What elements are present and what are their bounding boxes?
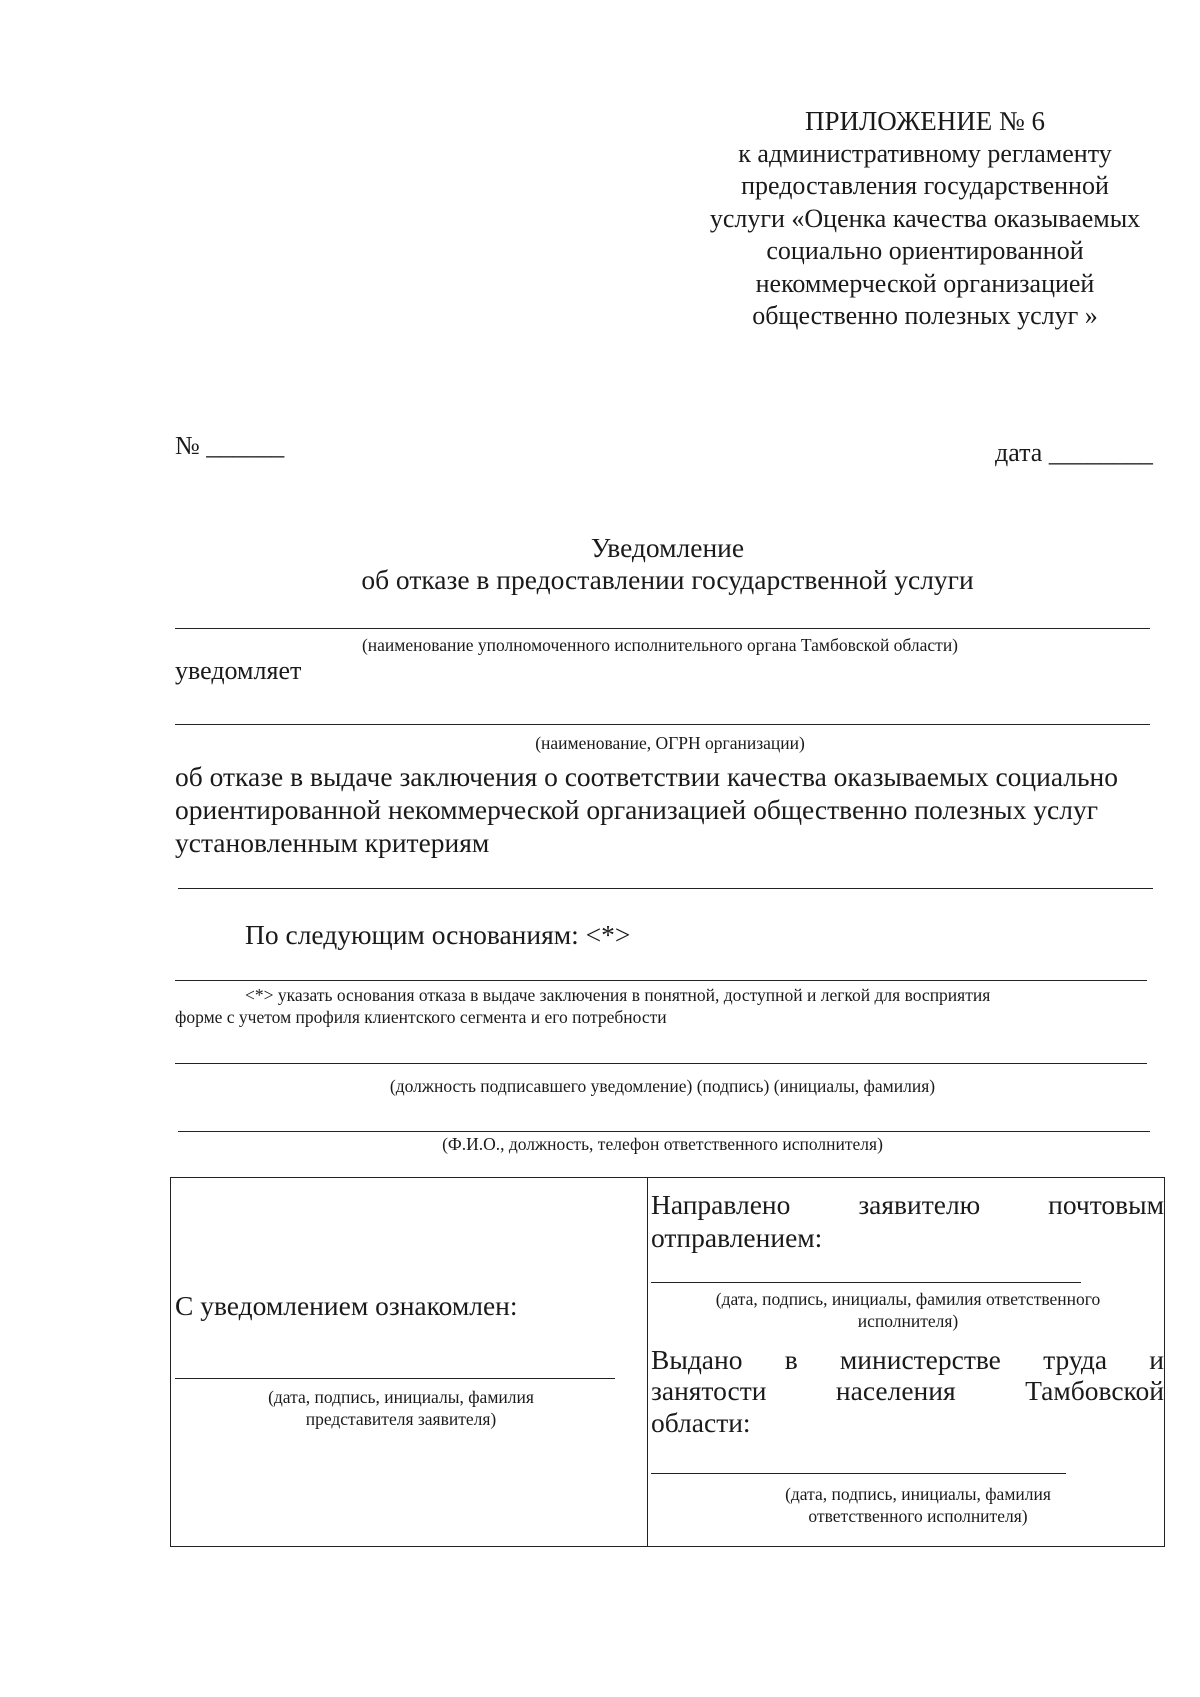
word: министерстве	[839, 1344, 1001, 1375]
caption-line: представителя заявителя)	[305, 1409, 497, 1429]
appendix-line: предоставления государственной	[741, 171, 1109, 200]
issued-blank-line	[651, 1473, 1066, 1474]
appendix-line: социально ориентированной	[766, 236, 1084, 265]
signer-caption: (должность подписавшего уведомление) (подпись) (инициалы, фамилия)	[389, 1076, 936, 1096]
footnote-line: форме с учетом профиля клиентского сегмента и его потребности	[175, 1007, 667, 1027]
sent-by-mail-cell	[648, 1178, 1165, 1364]
executor-caption: (Ф.И.О., должность, телефон ответственного исполнителя)	[442, 1134, 883, 1154]
acknowledged-blank-line	[175, 1378, 615, 1379]
acknowledged-caption	[211, 1386, 591, 1430]
word: занятости	[651, 1375, 767, 1406]
executor-blank-line	[178, 1131, 1150, 1132]
acknowledgement-table	[170, 1177, 1165, 1547]
notice-subtitle: об отказе в предоставлении государственной услуги	[361, 564, 974, 595]
caption-line: ответственного исполнителя)	[808, 1506, 1028, 1526]
word: населения	[835, 1375, 956, 1406]
sent-by-mail-line	[651, 1188, 1164, 1221]
footnote	[175, 984, 1155, 1028]
word: почтовым	[1048, 1189, 1164, 1220]
notice-title: Уведомление	[590, 532, 745, 563]
authority-blank-line	[175, 628, 1150, 629]
footnote-line: <*> указать основания отказа в выдаче заключения в понятной, доступной и легкой для восприятия	[245, 985, 991, 1005]
grounds-blank-line	[175, 980, 1147, 981]
issued-line3: области:	[651, 1407, 751, 1438]
document-number-field: № ______	[175, 431, 285, 460]
word: Выдано	[651, 1344, 743, 1375]
refusal-text	[175, 760, 1175, 859]
sent-caption	[668, 1288, 1148, 1332]
appendix-line: общественно полезных услуг »	[752, 301, 1098, 330]
acknowledged-label: С уведомлением ознакомлен:	[175, 1290, 518, 1321]
signer-blank-line	[175, 1063, 1147, 1064]
caption-line: (дата, подпись, инициалы, фамилия	[785, 1484, 1051, 1504]
issued-line1	[651, 1343, 1164, 1376]
word: Направлено	[651, 1189, 791, 1220]
word: труда	[1043, 1344, 1108, 1375]
organization-blank-line	[175, 724, 1150, 725]
caption-line: исполнителя)	[857, 1311, 959, 1331]
grounds-label: По следующим основаниям: <*>	[245, 919, 631, 950]
word: заявителю	[858, 1189, 981, 1220]
refusal-line: об отказе в выдаче заключения о соответствии качества оказываемых социально	[175, 761, 1119, 792]
organization-caption: (наименование, ОГРН организации)	[535, 733, 805, 753]
issued-in-ministry-cell	[648, 1344, 1165, 1547]
notifies-text: уведомляет	[175, 656, 302, 685]
acknowledgement-left-cell	[171, 1178, 648, 1547]
appendix-header	[660, 105, 1190, 333]
refusal-line: ориентированной некоммерческой организацией общественно полезных услуг	[175, 794, 1098, 825]
caption-line: (дата, подпись, инициалы, фамилия ответственного	[715, 1289, 1101, 1309]
word: Тамбовской	[1025, 1375, 1164, 1406]
caption-line: (дата, подпись, инициалы, фамилия	[268, 1387, 534, 1407]
sent-by-mail-line2: отправлением:	[651, 1222, 823, 1253]
word: и	[1149, 1344, 1164, 1375]
issued-line2	[651, 1374, 1164, 1407]
appendix-line: услуги «Оценка качества оказываемых	[709, 203, 1141, 233]
appendix-line: некоммерческой организацией	[755, 268, 1095, 298]
document-date-field: дата ________	[995, 438, 1153, 467]
word: в	[784, 1344, 798, 1375]
refusal-blank-line	[178, 888, 1153, 889]
appendix-title: ПРИЛОЖЕНИЕ № 6	[804, 106, 1046, 136]
refusal-line: установленным критериям	[175, 827, 490, 858]
sent-blank-line	[651, 1282, 1081, 1283]
appendix-line: к административному регламенту	[738, 138, 1112, 168]
authority-caption: (наименование уполномоченного исполнительного органа Тамбовской области)	[361, 635, 959, 655]
issued-caption	[708, 1483, 1128, 1527]
